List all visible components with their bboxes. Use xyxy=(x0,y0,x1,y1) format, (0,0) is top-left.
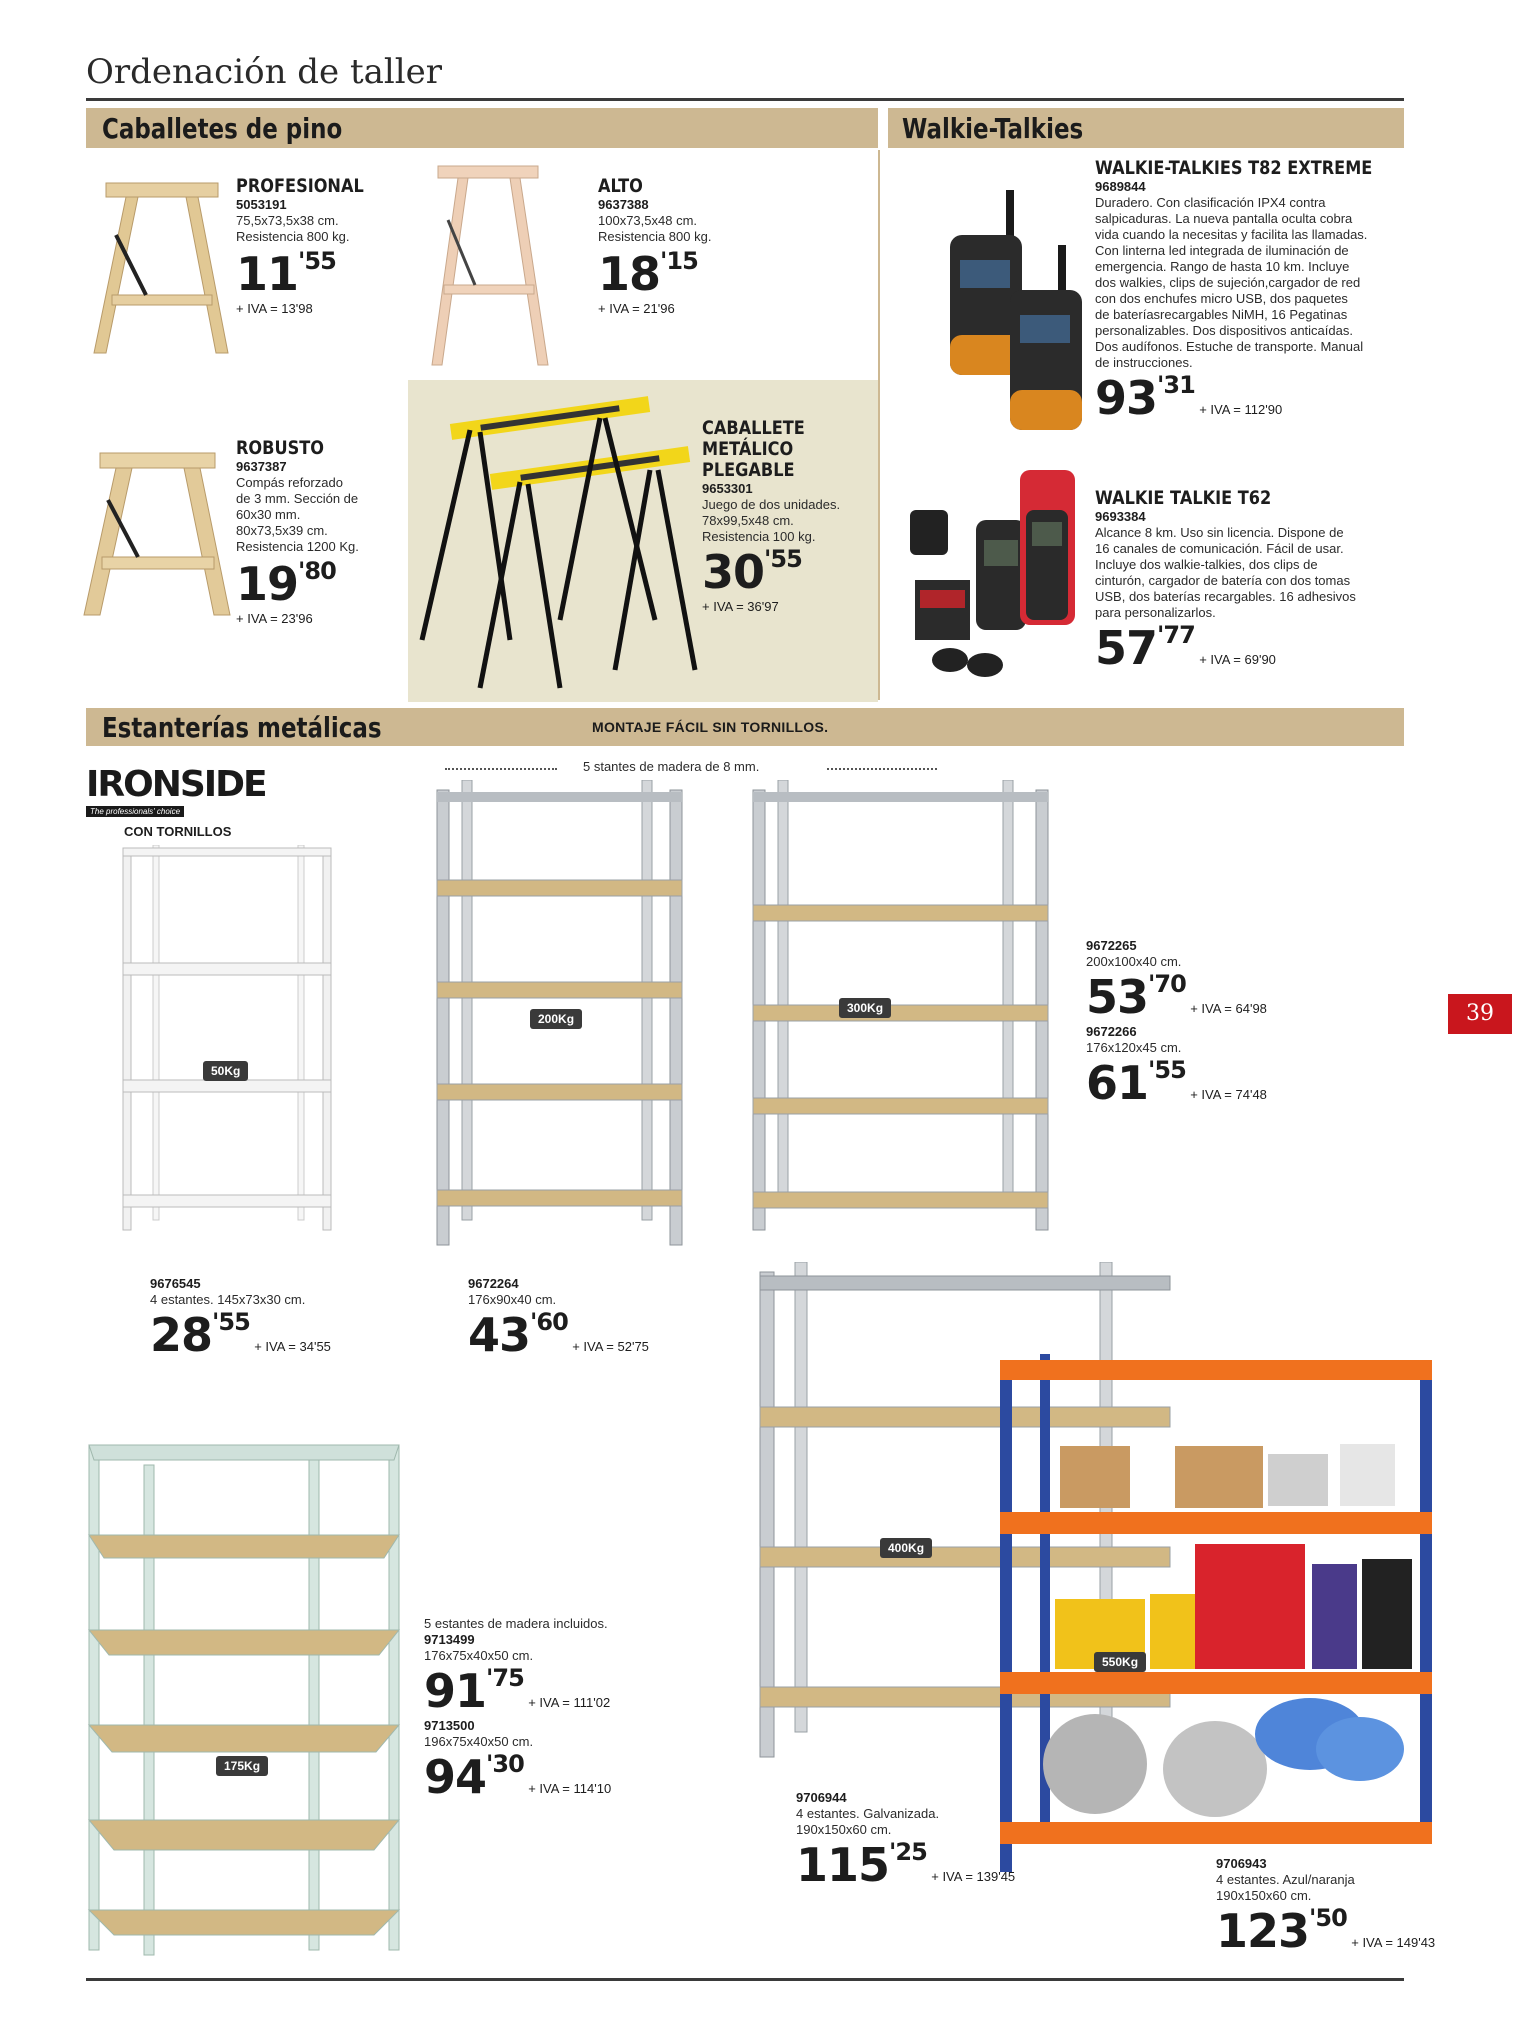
t82-desc-1: Duradero. Con clasificación IPX4 contra xyxy=(1095,195,1326,210)
robusto-desc-4: 80x73,5x39 cm. xyxy=(236,523,328,538)
shelf-white-load-badge: 50Kg xyxy=(203,1061,248,1081)
t82-desc-6: dos walkies, clips de sujeción,cargador de red xyxy=(1095,275,1361,290)
shelf-550-image xyxy=(1000,1354,1435,1874)
estanterias-note: MONTAJE FÁCIL SIN TORNILLOS. xyxy=(592,719,829,735)
walkie-title: Walkie-Talkies xyxy=(902,112,1084,145)
t82-desc-8: de bateríasrecargables NiMH, 16 Pegatinas xyxy=(1095,307,1348,322)
profesional-iva: + IVA = 13'98 xyxy=(236,301,313,316)
t82-desc-9: personalizables. Dos dispositivos anticaídas. xyxy=(1095,323,1353,338)
t82-price-row xyxy=(1095,371,1395,425)
shelf-corner-intro: 5 estantes de madera incluidos. xyxy=(424,1616,608,1631)
sawhorse-alto-image xyxy=(420,160,560,370)
page-title: Ordenación de taller xyxy=(86,52,443,92)
robusto-block xyxy=(236,438,406,626)
t82-price: 93'31 xyxy=(1095,371,1195,425)
caballetes-title: Caballetes de pino xyxy=(102,112,343,145)
page-number: 39 xyxy=(1448,994,1512,1034)
t62-desc-4: cinturón, cargador de batería con dos tomas xyxy=(1095,573,1351,588)
t62-iva: + IVA = 69'90 xyxy=(1199,652,1276,667)
t82-block xyxy=(1095,158,1395,425)
t62-desc-5: USB, dos baterías recargables. 16 adhesivos xyxy=(1095,589,1356,604)
shelf-white-price: 28'55 xyxy=(150,1308,250,1362)
shelf-white-desc: 4 estantes. 145x73x30 cm. xyxy=(150,1292,306,1307)
ironside-tagline: The professionals' choice xyxy=(86,806,184,817)
shelf-300a-price-row xyxy=(1086,970,1346,1024)
t62-block xyxy=(1095,488,1395,675)
shelf-corner-a-iva: + IVA = 111'02 xyxy=(528,1695,611,1710)
shelf-corner-a-price: 91'75 xyxy=(424,1664,524,1718)
shelf-200-iva: + IVA = 52'75 xyxy=(572,1339,649,1354)
shelf-300b-price: 61'55 xyxy=(1086,1056,1186,1110)
footer-rule xyxy=(86,1978,1404,1981)
robusto-price: 19'80 xyxy=(236,557,336,611)
plegable-code: 9653301 xyxy=(702,481,753,496)
plegable-name-2: METÁLICO xyxy=(702,438,794,460)
shelf-white-code: 9676545 xyxy=(150,1276,201,1291)
t82-code: 9689844 xyxy=(1095,179,1146,194)
estanterias-band xyxy=(86,708,1404,746)
shelf-300a-iva: + IVA = 64'98 xyxy=(1190,1001,1267,1016)
walkie-t82-image xyxy=(940,185,1090,435)
shelf-550-desc-1: 4 estantes. Azul/naranja xyxy=(1216,1872,1355,1887)
shelf-400-desc-2: 190x150x60 cm. xyxy=(796,1822,892,1837)
shelf-300b-code: 9672266 xyxy=(1086,1024,1137,1039)
shelf-300b-iva: + IVA = 74'48 xyxy=(1190,1087,1267,1102)
t62-desc-6: para personalizarlos. xyxy=(1095,605,1216,620)
alto-desc-2: Resistencia 800 kg. xyxy=(598,229,712,244)
plegable-block xyxy=(702,418,872,614)
plegable-price: 30'55 xyxy=(702,545,802,599)
robusto-name: ROBUSTO xyxy=(236,437,324,459)
shelf-200-code: 9672264 xyxy=(468,1276,519,1291)
robusto-desc-3: 60x30 mm. xyxy=(236,507,301,522)
t62-desc-1: Alcance 8 km. Uso sin licencia. Dispone de xyxy=(1095,525,1344,540)
t62-desc-3: Incluye dos walkie-talkies, dos clips de xyxy=(1095,557,1318,572)
shelf-corner-b-price-row xyxy=(424,1750,674,1804)
alto-code: 9637388 xyxy=(598,197,649,212)
t62-name: WALKIE TALKIE T62 xyxy=(1095,487,1272,509)
robusto-desc-1: Compás reforzado xyxy=(236,475,343,490)
t62-price: 57'77 xyxy=(1095,621,1195,675)
shelf-200-price-row xyxy=(468,1308,728,1362)
t82-desc-11: de instrucciones. xyxy=(1095,355,1193,370)
t82-desc-5: emergencia. Rango de hasta 10 km. Incluye xyxy=(1095,259,1350,274)
shelf-corner-block xyxy=(424,1616,674,1804)
plegable-name-3: PLEGABLE xyxy=(702,459,795,481)
shelf-corner-b-code: 9713500 xyxy=(424,1718,475,1733)
sawhorse-profesional-image xyxy=(86,175,236,360)
shelf-corner-load-badge: 175Kg xyxy=(216,1756,268,1776)
shelf-corner-a-price-row xyxy=(424,1664,674,1718)
shelf-550-load-badge: 550Kg xyxy=(1094,1652,1146,1672)
profesional-price: 11'55 xyxy=(236,247,336,301)
shelf-300-image xyxy=(748,780,1058,1235)
t82-desc-2: salpicaduras. La nueva pantalla oculta cobra xyxy=(1095,211,1353,226)
shelf-300-load-badge: 300Kg xyxy=(839,998,891,1018)
shelf-300a-price: 53'70 xyxy=(1086,970,1186,1024)
shelf-550-code: 9706943 xyxy=(1216,1856,1267,1871)
shelf-550-iva: + IVA = 149'43 xyxy=(1351,1935,1436,1950)
ironside-logo xyxy=(86,764,266,819)
shelf-400-block xyxy=(796,1790,1016,1892)
shelf-200-price: 43'60 xyxy=(468,1308,568,1362)
profesional-desc-1: 75,5x73,5x38 cm. xyxy=(236,213,339,228)
walkie-band xyxy=(888,108,1404,148)
plegable-iva: + IVA = 36'97 xyxy=(702,599,779,614)
sawhorse-metal-image xyxy=(410,370,700,695)
shelf-550-price-row xyxy=(1216,1904,1436,1958)
caballetes-band xyxy=(86,108,878,148)
plegable-desc-2: 78x99,5x48 cm. xyxy=(702,513,794,528)
shelf-300a-code: 9672265 xyxy=(1086,938,1137,953)
shelf-300b-desc: 176x120x45 cm. xyxy=(1086,1040,1182,1055)
t82-iva: + IVA = 112'90 xyxy=(1199,402,1283,417)
t82-desc-3: vida cuando la necesitas y facilita las llamadas. xyxy=(1095,227,1368,242)
profesional-block xyxy=(236,176,406,316)
sawhorse-robusto-image xyxy=(80,445,235,620)
t62-price-row xyxy=(1095,621,1395,675)
profesional-code: 5053191 xyxy=(236,197,287,212)
header-rule xyxy=(86,98,1404,101)
shelf-400-price: 115'25 xyxy=(796,1838,927,1892)
alto-price: 18'15 xyxy=(598,247,698,301)
robusto-iva: + IVA = 23'96 xyxy=(236,611,313,626)
shelf-550-desc-2: 190x150x60 cm. xyxy=(1216,1888,1312,1903)
shelf-400-price-row xyxy=(796,1838,1016,1892)
alto-name: ALTO xyxy=(598,175,643,197)
shelf-550-block xyxy=(1216,1856,1436,1958)
shelf-400-desc-1: 4 estantes. Galvanizada. xyxy=(796,1806,940,1821)
t82-desc-10: Dos audífonos. Estuche de transporte. Manual xyxy=(1095,339,1364,354)
shelf-white-block xyxy=(150,1276,410,1362)
shelf-300-block xyxy=(1086,938,1346,1110)
robusto-code: 9637387 xyxy=(236,459,287,474)
shelf-corner-b-iva: + IVA = 114'10 xyxy=(528,1781,612,1796)
alto-block xyxy=(598,176,768,316)
plegable-name-1: CABALLETE xyxy=(702,417,805,439)
stantes-dots-right xyxy=(827,768,937,770)
stantes-dots-left xyxy=(445,768,557,770)
t82-desc-4: Con linterna led integrada de iluminación de xyxy=(1095,243,1349,258)
t62-desc-2: 16 canales de comunicación. Fácil de usar. xyxy=(1095,541,1344,556)
shelf-200-load-badge: 200Kg xyxy=(530,1009,582,1029)
t82-desc-7: con dos enchufes micro USB, dos paquetes xyxy=(1095,291,1348,306)
shelf-corner-b-desc: 196x75x40x50 cm. xyxy=(424,1734,534,1749)
t62-code: 9693384 xyxy=(1095,509,1146,524)
shelf-corner-image xyxy=(84,1440,414,1960)
shelf-white-iva: + IVA = 34'55 xyxy=(254,1339,331,1354)
shelf-400-load-badge: 400Kg xyxy=(880,1538,932,1558)
estanterias-title: Estanterías metálicas xyxy=(102,711,382,744)
t82-name: WALKIE-TALKIES T82 EXTREME xyxy=(1095,157,1373,179)
shelf-550-price: 123'50 xyxy=(1216,1904,1347,1958)
plegable-desc-3: Resistencia 100 kg. xyxy=(702,529,816,544)
shelf-300a-desc: 200x100x40 cm. xyxy=(1086,954,1182,969)
shelf-300b-price-row xyxy=(1086,1056,1346,1110)
stantes-note: 5 stantes de madera de 8 mm. xyxy=(583,759,760,774)
shelf-400-code: 9706944 xyxy=(796,1790,847,1805)
shelf-400-iva: + IVA = 139'45 xyxy=(931,1869,1016,1884)
shelf-corner-a-desc: 176x75x40x50 cm. xyxy=(424,1648,534,1663)
ironside-wordmark: IRONSIDE xyxy=(86,764,266,805)
stantes-note-row xyxy=(445,759,937,777)
shelf-corner-a-code: 9713499 xyxy=(424,1632,475,1647)
shelf-200-block xyxy=(468,1276,728,1362)
robusto-desc-2: de 3 mm. Sección de xyxy=(236,491,359,506)
column-divider xyxy=(878,150,880,700)
shelf-200-desc: 176x90x40 cm. xyxy=(468,1292,557,1307)
plegable-desc-1: Juego de dos unidades. xyxy=(702,497,841,512)
con-tornillos-label: CON TORNILLOS xyxy=(124,824,232,839)
alto-iva: + IVA = 21'96 xyxy=(598,301,675,316)
shelf-white-price-row xyxy=(150,1308,410,1362)
profesional-desc-2: Resistencia 800 kg. xyxy=(236,229,350,244)
robusto-desc-5: Resistencia 1200 Kg. xyxy=(236,539,359,554)
shelf-white-image xyxy=(118,845,343,1235)
profesional-name: PROFESIONAL xyxy=(236,175,364,197)
shelf-corner-b-price: 94'30 xyxy=(424,1750,524,1804)
alto-desc-1: 100x73,5x48 cm. xyxy=(598,213,698,228)
walkie-t62-image xyxy=(900,460,1090,685)
